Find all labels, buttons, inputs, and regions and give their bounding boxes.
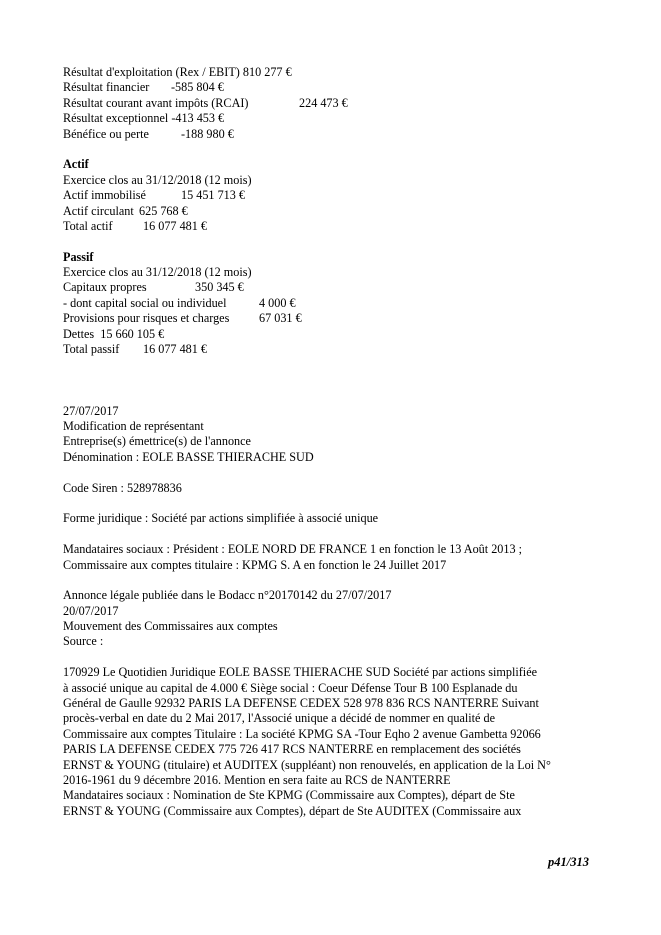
annonce-body-line: ERNST & YOUNG (Commissaire aux Comptes), départ de Ste AUDITEX (Commissaire aux <box>63 803 522 818</box>
annonce-body-line: Général de Gaulle 92932 PARIS LA DEFENSE CEDEX 528 978 836 RCS NANTERRE Suivant <box>63 696 539 711</box>
actif-exercice: Exercice clos au 31/12/2018 (12 mois) <box>63 172 252 187</box>
annonce-body-line: procès-verbal en date du 2 Mai 2017, l'Associé unique a décidé de nommer en qualité de <box>63 711 495 726</box>
annonce-forme: Forme juridique : Société par actions simplifiée à associé unique <box>63 511 379 526</box>
exceptionnel-line <box>63 111 603 126</box>
actif-circulant-label: Actif circulant <box>63 203 134 218</box>
annonce-type: Modification de représentant <box>63 418 204 433</box>
rcai-label: Résultat courant avant impôts (RCAI) <box>63 95 249 110</box>
passif-dettes-label: Dettes <box>63 326 95 341</box>
passif-capital-label: - dont capital social ou individuel <box>63 295 227 310</box>
benefice-label: Bénéfice ou perte <box>63 126 149 141</box>
benefice-value: -188 980 € <box>181 126 234 141</box>
passif-capital-value: 4 000 € <box>259 295 296 310</box>
annonce-date2: 20/07/2017 <box>63 603 119 618</box>
rex-line <box>63 65 603 80</box>
rcai-value: 224 473 € <box>299 95 348 110</box>
annonce-date: 27/07/2017 <box>63 403 119 418</box>
exceptionnel-label: Résultat exceptionnel <box>63 111 169 126</box>
benefice-line <box>63 127 603 142</box>
actif-heading: Actif <box>63 157 89 172</box>
passif-exercice: Exercice clos au 31/12/2018 (12 mois) <box>63 265 252 280</box>
annonce-entreprises: Entreprise(s) émettrice(s) de l'annonce <box>63 434 251 449</box>
exceptionnel-value: -413 453 € <box>171 111 225 126</box>
rex-value: 810 277 € <box>242 65 292 79</box>
passif-dettes-line <box>63 327 603 342</box>
passif-total-line <box>63 342 603 357</box>
financier-line <box>63 80 603 95</box>
financier-label: Résultat financier <box>63 80 150 95</box>
page-number: p41/313 <box>548 855 589 869</box>
passif-capital-line <box>63 296 603 311</box>
annonce-body-line: Commissaire aux comptes Titulaire : La société KPMG SA -Tour Eqho 2 avenue Gambetta 92066 <box>63 726 541 741</box>
financier-value: -585 804 € <box>171 80 224 95</box>
passif-provisions-label: Provisions pour risques et charges <box>63 311 230 326</box>
annonce-body-line: 2016-1961 du 9 décembre 2016. Mention en sera faite au RCS de NANTERRE <box>63 772 451 787</box>
annonce-mandataires-1: Mandataires sociaux : Président : EOLE NORD DE FRANCE 1 en fonction le 13 Août 2013 ; <box>63 542 523 557</box>
annonce-mouvement: Mouvement des Commissaires aux comptes <box>63 619 278 634</box>
passif-total-value: 16 077 481 € <box>143 342 207 357</box>
passif-capitaux-label: Capitaux propres <box>63 280 147 295</box>
annonce-body <box>63 665 603 819</box>
actif-immobilise-label: Actif immobilisé <box>63 188 146 203</box>
annonce-body-line: Mandataires sociaux : Nomination de Ste KPMG (Commissaire aux Comptes), départ de Ste <box>63 788 515 803</box>
annonce-bodacc: Annonce légale publiée dans le Bodacc n°20170142 du 27/07/2017 <box>63 588 392 603</box>
passif-heading: Passif <box>63 249 94 264</box>
passif-capitaux-value: 350 345 € <box>195 280 244 295</box>
annonce-body-line: 170929 Le Quotidien Juridique EOLE BASSE THIERACHE SUD Société par actions simplifiée <box>63 665 538 680</box>
document-page <box>63 65 603 819</box>
annonce-mandataires-2: Commissaire aux comptes titulaire : KPMG S. A en fonction le 24 Juillet 2017 <box>63 557 447 572</box>
annonce-body-line: à associé unique au capital de 4.000 € Siège social : Coeur Défense Tour B 100 Esplanade du <box>63 680 518 695</box>
actif-immobilise-value: 15 451 713 € <box>181 188 245 203</box>
rex-label: Résultat d'exploitation (Rex / EBIT) <box>63 65 240 79</box>
passif-total-label: Total passif <box>63 342 120 357</box>
actif-total-line <box>63 219 603 234</box>
passif-capitaux-line <box>63 280 603 295</box>
actif-circulant-line <box>63 204 603 219</box>
annonce-source: Source : <box>63 634 104 649</box>
actif-total-value: 16 077 481 € <box>143 218 207 233</box>
actif-total-label: Total actif <box>63 218 113 233</box>
annonce-denomination: Dénomination : EOLE BASSE THIERACHE SUD <box>63 449 314 464</box>
rcai-line <box>63 96 603 111</box>
passif-provisions-line <box>63 311 603 326</box>
annonce-body-line: PARIS LA DEFENSE CEDEX 775 726 417 RCS NANTERRE en remplacement des sociétés <box>63 742 521 757</box>
actif-immobilise-line <box>63 188 603 203</box>
passif-dettes-value: 15 660 105 € <box>100 326 165 341</box>
actif-circulant-value: 625 768 € <box>139 203 188 218</box>
annonce-body-line: ERNST & YOUNG (titulaire) et AUDITEX (suppléant) non renouvelés, en application de la Loi N° <box>63 757 551 772</box>
annonce-siren: Code Siren : 528978836 <box>63 480 182 495</box>
passif-provisions-value: 67 031 € <box>259 311 302 326</box>
